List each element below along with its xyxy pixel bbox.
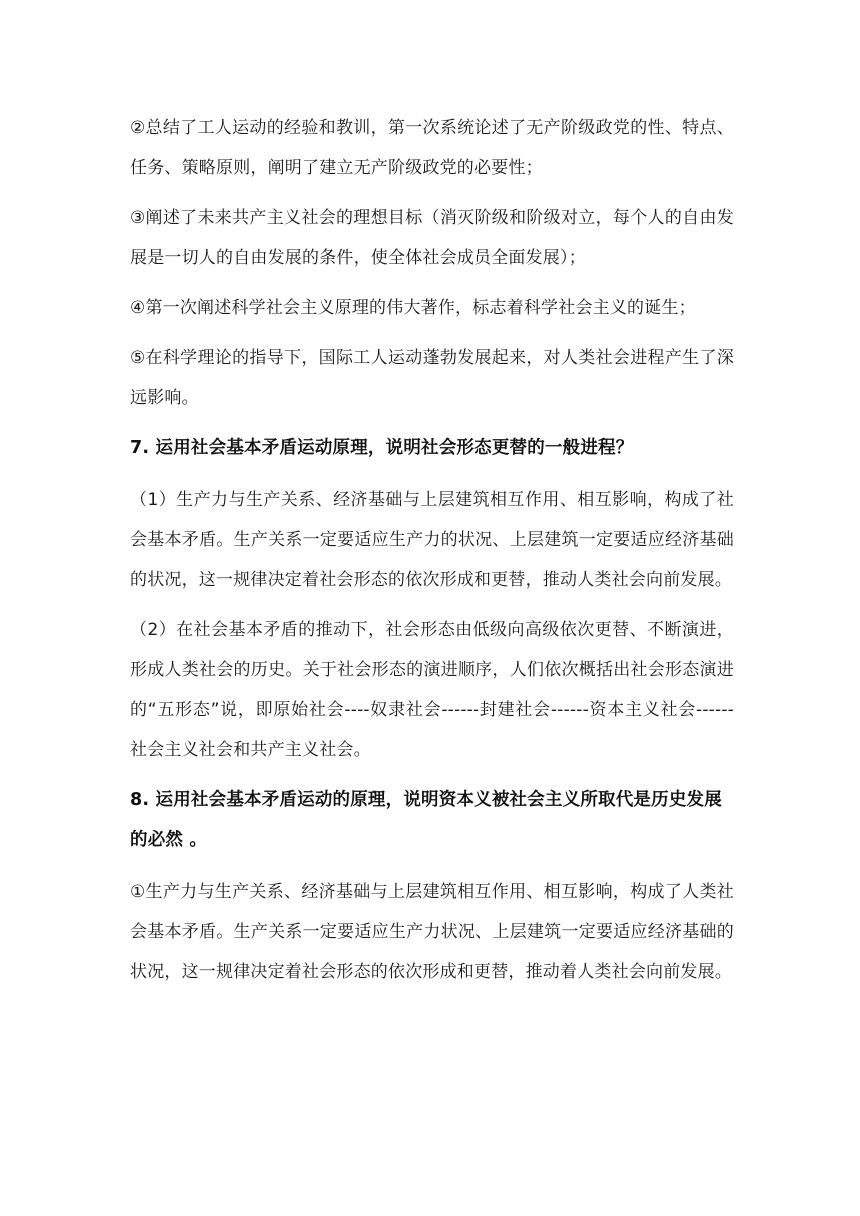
question-7-answer-1: （1）生产力与生产关系、经济基础与上层建筑相互作用、相互影响，构成了社会基本矛盾。生产关系一定要适应生产力的状况、上层建筑一定要适应经济基础的状况，这一规律决定着社会形态的依次形成和更替，推动人类社会向前发展。 bbox=[130, 490, 734, 590]
question-7-answer-2: （2）在社会基本矛盾的推动下，社会形态由低级向高级依次更替、不断演进，形成人类社会的历史。关于社会形态的演进顺序，人们依次概括出社会形态演进的“五形态”说，即原始社会----奴隶社会------封建社会------资本主义社会------社会主义社会和共产主义社会。 bbox=[130, 620, 734, 760]
document-body bbox=[130, 108, 734, 1002]
question-8-answer-1: ①生产力与生产关系、经济基础与上层建筑相互作用、相互影响，构成了人类社会基本矛盾。生产关系一定要适应生产力状况、上层建筑一定要适应经济基础的状况，这一规律决定着社会形态的依次形成和更替，推动着人类社会向前发展。 bbox=[130, 882, 734, 982]
paragraph-point-2: ②总结了工人运动的经验和教训，第一次系统论述了无产阶级政党的性、特点、任务、策略原则，阐明了建立无产阶级政党的必要性； bbox=[130, 118, 734, 178]
question-7-heading: 7. 运用社会基本矛盾运动原理，说明社会形态更替的一般进程？ bbox=[130, 438, 634, 458]
question-8-heading: 8. 运用社会基本矛盾运动的原理，说明资本义被社会主义所取代是历史发展的必然 。 bbox=[130, 790, 722, 850]
paragraph-point-5: ⑤在科学理论的指导下，国际工人运动蓬勃发展起来，对人类社会进程产生了深远影响。 bbox=[130, 348, 734, 408]
paragraph-point-4: ④第一次阐述科学社会主义原理的伟大著作，标志着科学社会主义的诞生； bbox=[130, 298, 696, 318]
paragraph-point-3: ③阐述了未来共产主义社会的理想目标（消灭阶级和阶级对立，每个人的自由发展是一切人的自由发展的条件，使全体社会成员全面发展）； bbox=[130, 208, 734, 268]
